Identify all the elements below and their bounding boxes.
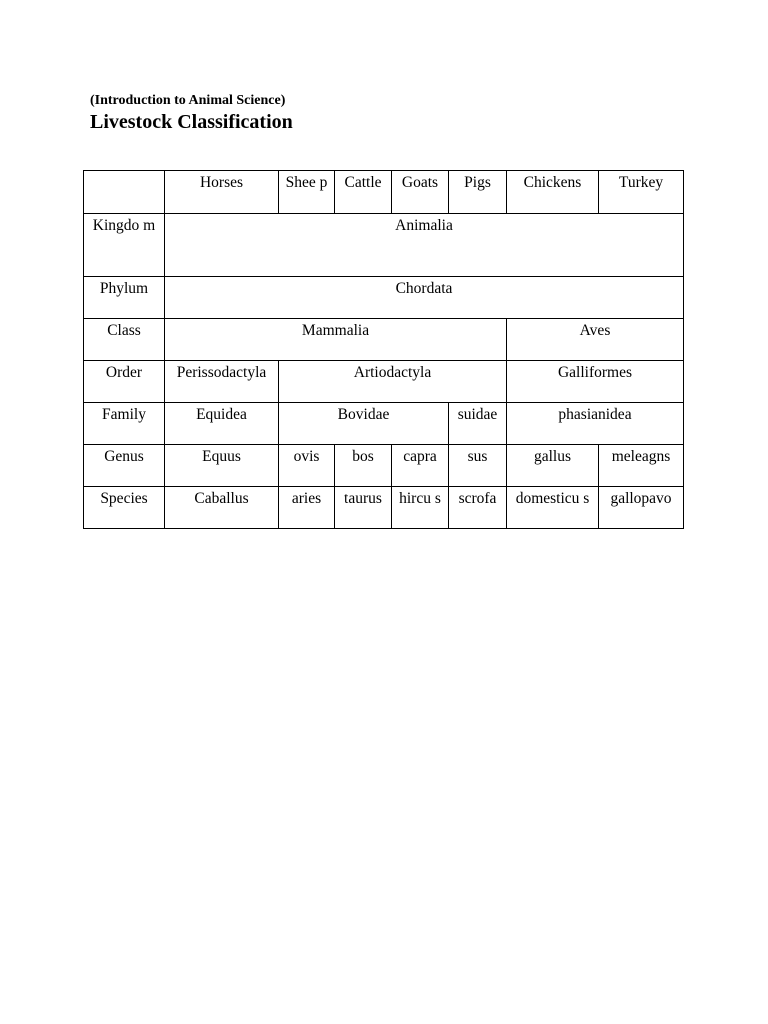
header-cell-pigs: Pigs xyxy=(449,171,507,214)
document-subtitle: (Introduction to Animal Science) xyxy=(90,93,286,108)
phylum-row xyxy=(84,277,684,319)
genus-cell: bos xyxy=(335,445,392,487)
row-label-phylum: Phylum xyxy=(84,277,165,319)
row-label-order: Order xyxy=(84,361,165,403)
genus-cell: gallus xyxy=(507,445,599,487)
phylum-value: Chordata xyxy=(165,277,684,319)
species-cell: hircu s xyxy=(392,487,449,529)
species-cell: aries xyxy=(279,487,335,529)
class-row xyxy=(84,319,684,361)
kingdom-row xyxy=(84,214,684,277)
genus-cell: ovis xyxy=(279,445,335,487)
header-cell-sheep: Shee p xyxy=(279,171,335,214)
kingdom-value: Animalia xyxy=(165,214,684,277)
species-row xyxy=(84,487,684,529)
genus-cell: capra xyxy=(392,445,449,487)
header-cell-horses: Horses xyxy=(165,171,279,214)
class-birds-value: Aves xyxy=(507,319,684,361)
livestock-classification-table xyxy=(83,170,684,529)
header-cell-goats: Goats xyxy=(392,171,449,214)
family-birds-value: phasianidea xyxy=(507,403,684,445)
header-cell-blank xyxy=(84,171,165,214)
genus-cell: Equus xyxy=(165,445,279,487)
species-cell: gallopavo xyxy=(599,487,684,529)
family-horses-value: Equidea xyxy=(165,403,279,445)
family-pigs-value: suidae xyxy=(449,403,507,445)
species-cell: taurus xyxy=(335,487,392,529)
genus-row xyxy=(84,445,684,487)
header-cell-chickens: Chickens xyxy=(507,171,599,214)
row-label-class: Class xyxy=(84,319,165,361)
row-label-genus: Genus xyxy=(84,445,165,487)
document-title: Livestock Classification xyxy=(90,111,293,133)
row-label-species: Species xyxy=(84,487,165,529)
species-cell: domesticu s xyxy=(507,487,599,529)
order-horses-value: Perissodactyla xyxy=(165,361,279,403)
header-cell-turkey: Turkey xyxy=(599,171,684,214)
family-bovidae-value: Bovidae xyxy=(279,403,449,445)
genus-cell: meleagns xyxy=(599,445,684,487)
genus-cell: sus xyxy=(449,445,507,487)
order-birds-value: Galliformes xyxy=(507,361,684,403)
class-mammals-value: Mammalia xyxy=(165,319,507,361)
row-label-family: Family xyxy=(84,403,165,445)
species-cell: Caballus xyxy=(165,487,279,529)
order-artiodactyla-value: Artiodactyla xyxy=(279,361,507,403)
header-row xyxy=(84,171,684,214)
row-label-kingdom: Kingdo m xyxy=(84,214,165,277)
order-row xyxy=(84,361,684,403)
species-cell: scrofa xyxy=(449,487,507,529)
header-cell-cattle: Cattle xyxy=(335,171,392,214)
family-row xyxy=(84,403,684,445)
